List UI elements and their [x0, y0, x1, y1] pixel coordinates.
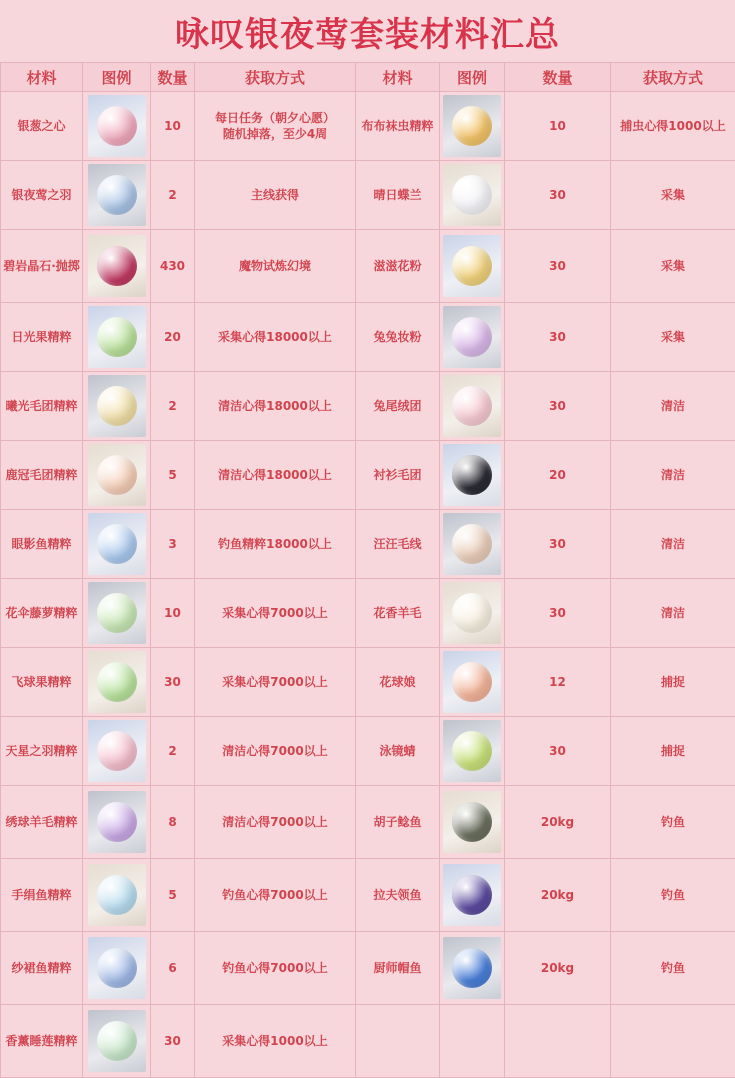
- method-line: 清洁心得18000以上: [195, 467, 355, 483]
- purple-flower-icon: [452, 317, 492, 357]
- chef-hat-fish-icon: [452, 948, 492, 988]
- method-line: 清洁心得18000以上: [195, 398, 355, 414]
- material-quantity: 8: [151, 786, 195, 859]
- material-quantity: 2: [151, 372, 195, 441]
- material-method-right: 捕虫心得1000以上: [611, 92, 735, 161]
- method-line: 钓鱼心得7000以上: [195, 960, 355, 976]
- material-image-cell-right: [440, 786, 505, 859]
- material-image-cell-right: [440, 859, 505, 932]
- silver-heart-bottle-icon: [97, 106, 137, 146]
- material-method-right: 清洁: [611, 372, 735, 441]
- material-method-right: 捕捉: [611, 648, 735, 717]
- material-image-cell-right: [440, 441, 505, 510]
- material-quantity-right: 30: [505, 161, 611, 230]
- material-quantity-right: 30: [505, 372, 611, 441]
- material-image: [88, 937, 146, 999]
- material-image-cell: [83, 717, 151, 786]
- material-image: [443, 95, 501, 157]
- material-image: [88, 651, 146, 713]
- violet-orb-icon: [97, 802, 137, 842]
- purple-fish-icon: [452, 875, 492, 915]
- material-method: [195, 510, 356, 579]
- table-row: [1, 230, 735, 303]
- material-method-right: 清洁: [611, 441, 735, 510]
- material-name-right: 花球娘: [356, 648, 440, 717]
- material-name: 鹿冠毛团精粹: [1, 441, 83, 510]
- material-method: [195, 859, 356, 932]
- table-row: [1, 648, 735, 717]
- material-image-cell: [83, 510, 151, 579]
- material-method: [195, 303, 356, 372]
- material-image-cell: [83, 441, 151, 510]
- material-name-right: 花香羊毛: [356, 579, 440, 648]
- table-row: [1, 161, 735, 230]
- material-image: [443, 513, 501, 575]
- material-image: [443, 937, 501, 999]
- material-method: [195, 717, 356, 786]
- material-quantity-right: 30: [505, 510, 611, 579]
- method-line: 随机掉落，至少4周: [195, 126, 355, 142]
- material-image: [443, 375, 501, 437]
- material-name: 日光果精粹: [1, 303, 83, 372]
- material-image: [88, 375, 146, 437]
- material-quantity-right: [505, 1005, 611, 1078]
- material-name: 银葱之心: [1, 92, 83, 161]
- material-image-cell: [83, 648, 151, 717]
- method-line: 钓鱼精粹18000以上: [195, 536, 355, 552]
- pollen-icon: [452, 246, 492, 286]
- method-line: 钓鱼心得7000以上: [195, 887, 355, 903]
- header-material: 材料: [1, 63, 83, 92]
- header-material-right: 材料: [356, 63, 440, 92]
- material-image-cell: [83, 230, 151, 303]
- blue-fish-orb-icon: [97, 524, 137, 564]
- material-quantity-right: 30: [505, 303, 611, 372]
- material-quantity-right: 30: [505, 717, 611, 786]
- material-image-cell: [83, 92, 151, 161]
- table-row: [1, 932, 735, 1005]
- method-line: 采集心得7000以上: [195, 605, 355, 621]
- method-line: 每日任务（朝夕心愿）: [195, 110, 355, 126]
- material-image: [88, 1010, 146, 1072]
- catfish-icon: [452, 802, 492, 842]
- material-name-right: 兔尾绒团: [356, 372, 440, 441]
- material-name: 香薰睡莲精粹: [1, 1005, 83, 1078]
- orchid-flower-icon: [452, 175, 492, 215]
- material-name: 天星之羽精粹: [1, 717, 83, 786]
- material-quantity: 5: [151, 441, 195, 510]
- material-quantity: 30: [151, 648, 195, 717]
- material-method-right: 钓鱼: [611, 859, 735, 932]
- material-name: 绣球羊毛精粹: [1, 786, 83, 859]
- material-name-right: 滋滋花粉: [356, 230, 440, 303]
- header-quantity-right: 数量: [505, 63, 611, 92]
- material-quantity: 2: [151, 717, 195, 786]
- material-name-right: [356, 1005, 440, 1078]
- bug-essence-icon: [452, 106, 492, 146]
- material-quantity: 3: [151, 510, 195, 579]
- material-image-cell-right: [440, 303, 505, 372]
- material-image: [443, 235, 501, 297]
- material-quantity: 430: [151, 230, 195, 303]
- material-method: [195, 932, 356, 1005]
- material-image: [88, 791, 146, 853]
- table-row: [1, 786, 735, 859]
- method-line: 采集心得18000以上: [195, 329, 355, 345]
- table-row: [1, 717, 735, 786]
- material-quantity: 10: [151, 579, 195, 648]
- material-method: [195, 1005, 356, 1078]
- material-name-right: 晴日蝶兰: [356, 161, 440, 230]
- material-quantity-right: 20kg: [505, 859, 611, 932]
- material-name: 眼影鱼精粹: [1, 510, 83, 579]
- blue-orb-icon: [97, 948, 137, 988]
- header-legend: 图例: [83, 63, 151, 92]
- mint-orb-icon: [97, 593, 137, 633]
- material-name-right: 布布袜虫精粹: [356, 92, 440, 161]
- material-name-right: 泳镜蜻: [356, 717, 440, 786]
- material-method-right: 捕捉: [611, 717, 735, 786]
- crystal-helmet-icon: [97, 246, 137, 286]
- material-method-right: [611, 1005, 735, 1078]
- material-method-right: 钓鱼: [611, 786, 735, 859]
- table-row: [1, 859, 735, 932]
- table-row: [1, 92, 735, 161]
- material-quantity: 5: [151, 859, 195, 932]
- material-image-cell: [83, 303, 151, 372]
- material-name-right: 胡子鲶鱼: [356, 786, 440, 859]
- header-legend-right: 图例: [440, 63, 505, 92]
- material-method-right: 采集: [611, 303, 735, 372]
- material-image: [443, 582, 501, 644]
- page-title: 咏叹银夜莺套装材料汇总: [0, 0, 735, 63]
- material-quantity-right: 20: [505, 441, 611, 510]
- method-line: 采集心得1000以上: [195, 1033, 355, 1049]
- material-name-right: 拉夫领鱼: [356, 859, 440, 932]
- material-method-right: 采集: [611, 230, 735, 303]
- table-row: [1, 1005, 735, 1078]
- material-image: [88, 513, 146, 575]
- peach-orb-icon: [97, 455, 137, 495]
- material-quantity: 10: [151, 92, 195, 161]
- header-quantity: 数量: [151, 63, 195, 92]
- material-method-right: 采集: [611, 161, 735, 230]
- material-name-right: 汪汪毛线: [356, 510, 440, 579]
- material-name-right: 衬衫毛团: [356, 441, 440, 510]
- material-image-cell: [83, 1005, 151, 1078]
- material-image-cell: [83, 859, 151, 932]
- material-name: 手绢鱼精粹: [1, 859, 83, 932]
- material-method: [195, 786, 356, 859]
- material-image-cell: [83, 372, 151, 441]
- method-line: 主线获得: [195, 187, 355, 203]
- header-method: 获取方式: [195, 63, 356, 92]
- material-method: [195, 230, 356, 303]
- material-method-right: 钓鱼: [611, 932, 735, 1005]
- header-row: [1, 63, 735, 92]
- material-name: 纱裙鱼精粹: [1, 932, 83, 1005]
- header-method-right: 获取方式: [611, 63, 735, 92]
- material-quantity: 6: [151, 932, 195, 1005]
- material-image-cell-right: [440, 92, 505, 161]
- material-image-cell-right: [440, 372, 505, 441]
- material-method: [195, 648, 356, 717]
- black-cat-icon: [452, 455, 492, 495]
- lotus-orb-icon: [97, 1021, 137, 1061]
- material-image-cell: [83, 932, 151, 1005]
- material-image-cell-right: [440, 510, 505, 579]
- material-image: [443, 791, 501, 853]
- table-row: [1, 441, 735, 510]
- material-method: [195, 372, 356, 441]
- material-method: [195, 579, 356, 648]
- material-image: [88, 720, 146, 782]
- material-image-cell: [83, 786, 151, 859]
- material-quantity-right: 10: [505, 92, 611, 161]
- material-image: [443, 651, 501, 713]
- material-name: 花伞藤萝精粹: [1, 579, 83, 648]
- table-row: [1, 579, 735, 648]
- material-quantity-right: 20kg: [505, 786, 611, 859]
- material-image: [443, 864, 501, 926]
- material-image-cell-right: [440, 230, 505, 303]
- material-method: [195, 92, 356, 161]
- material-quantity: 30: [151, 1005, 195, 1078]
- material-image: [443, 444, 501, 506]
- wool-ball-icon: [452, 593, 492, 633]
- material-image-cell-right: [440, 579, 505, 648]
- yarn-ball-icon: [452, 524, 492, 564]
- material-method: [195, 161, 356, 230]
- material-image: [88, 306, 146, 368]
- bunny-tail-icon: [452, 386, 492, 426]
- material-image: [443, 164, 501, 226]
- feather-icon: [97, 175, 137, 215]
- material-method-right: 清洁: [611, 510, 735, 579]
- goldfish-orb-icon: [97, 875, 137, 915]
- material-image-cell-right: [440, 717, 505, 786]
- material-name: 碧岩晶石·抛掷: [1, 230, 83, 303]
- green-orb-icon: [97, 317, 137, 357]
- material-quantity-right: 12: [505, 648, 611, 717]
- material-name: 飞球果精粹: [1, 648, 83, 717]
- material-image: [88, 444, 146, 506]
- material-quantity: 2: [151, 161, 195, 230]
- table-row: [1, 372, 735, 441]
- material-name-right: 兔兔妆粉: [356, 303, 440, 372]
- material-quantity-right: 30: [505, 579, 611, 648]
- material-image: [88, 164, 146, 226]
- material-name: 银夜莺之羽: [1, 161, 83, 230]
- material-quantity-right: 30: [505, 230, 611, 303]
- method-line: 魔物试炼幻境: [195, 258, 355, 274]
- table-row: [1, 510, 735, 579]
- material-image: [88, 235, 146, 297]
- materials-table: [0, 62, 735, 1078]
- yellow-orb-icon: [97, 386, 137, 426]
- dragonfly-icon: [452, 731, 492, 771]
- material-quantity-right: 20kg: [505, 932, 611, 1005]
- material-image-cell-right: [440, 932, 505, 1005]
- method-line: 采集心得7000以上: [195, 674, 355, 690]
- material-quantity: 20: [151, 303, 195, 372]
- material-image-cell-right: [440, 1005, 505, 1078]
- material-image: [443, 720, 501, 782]
- pink-feather-orb-icon: [97, 731, 137, 771]
- material-image: [88, 582, 146, 644]
- material-name: 曦光毛团精粹: [1, 372, 83, 441]
- material-image-cell: [83, 161, 151, 230]
- material-method: [195, 441, 356, 510]
- material-image: [88, 864, 146, 926]
- material-image-cell: [83, 579, 151, 648]
- table-row: [1, 303, 735, 372]
- method-line: 清洁心得7000以上: [195, 743, 355, 759]
- material-image: [88, 95, 146, 157]
- flower-bug-icon: [452, 662, 492, 702]
- method-line: 清洁心得7000以上: [195, 814, 355, 830]
- material-image-cell-right: [440, 161, 505, 230]
- lime-orb-icon: [97, 662, 137, 702]
- material-image-cell-right: [440, 648, 505, 717]
- material-image: [443, 306, 501, 368]
- material-method-right: 清洁: [611, 579, 735, 648]
- material-name-right: 厨师帽鱼: [356, 932, 440, 1005]
